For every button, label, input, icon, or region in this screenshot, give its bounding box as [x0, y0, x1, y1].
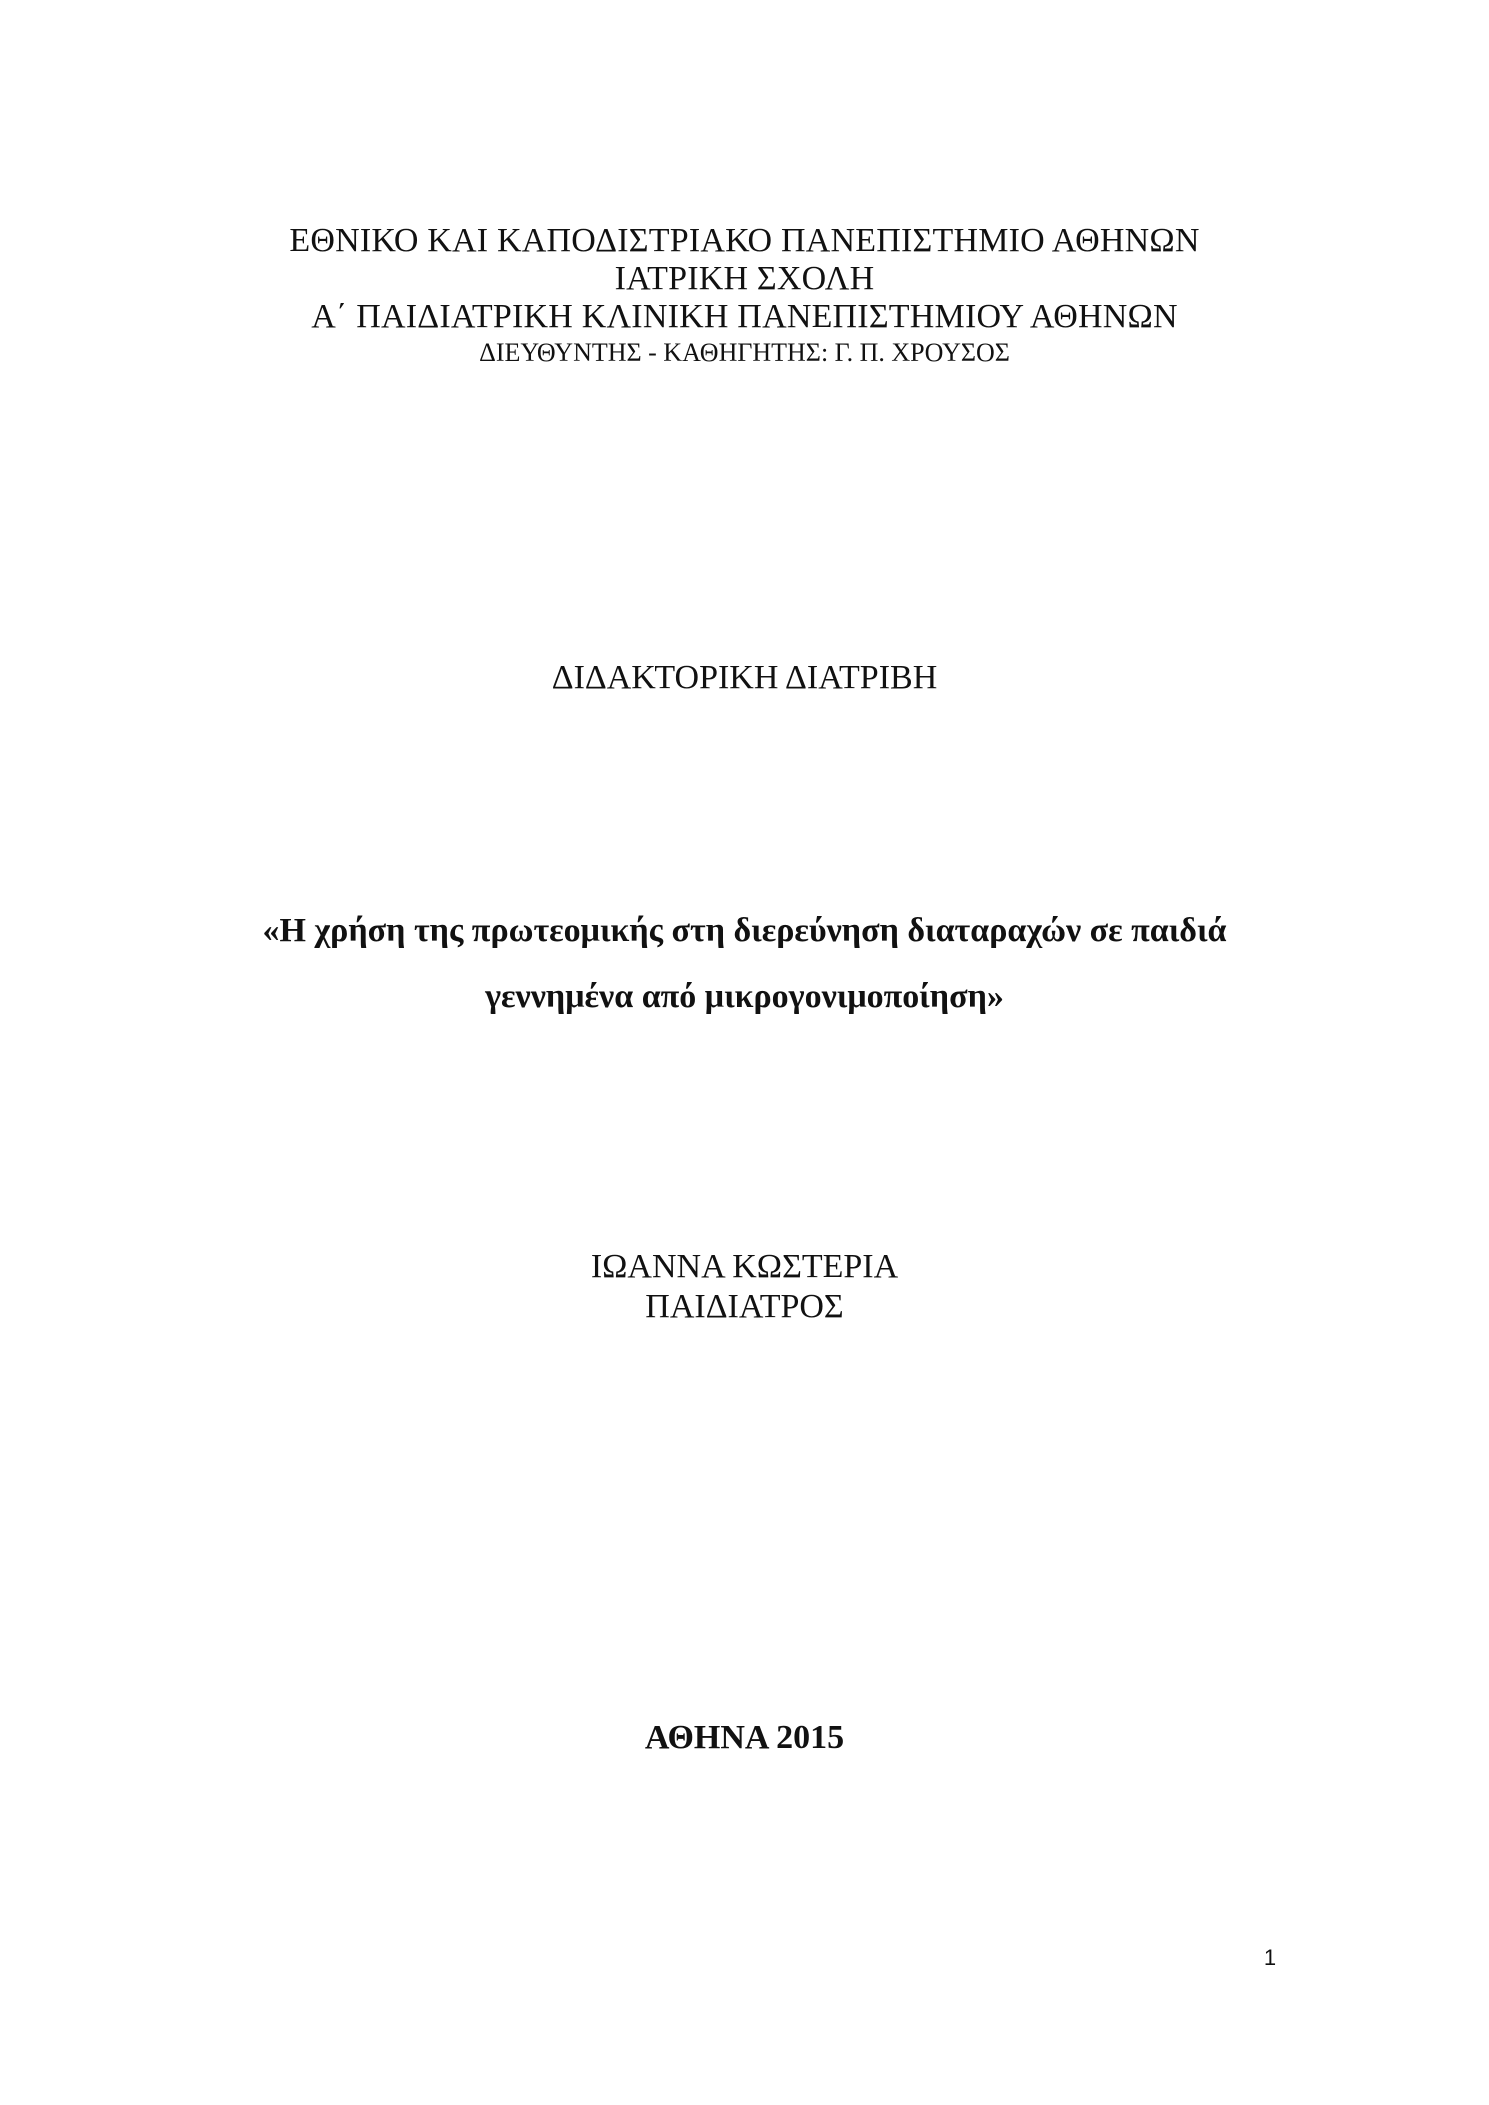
director-line: ΔΙΕΥΘΥΝΤΗΣ - ΚΑΘΗΓΗΤΗΣ: Γ. Π. ΧΡΟΥΣΟΣ: [479, 338, 1010, 367]
school-name: ΙΑΤΡΙΚΗ ΣΧΟΛΗ: [614, 260, 875, 297]
thesis-title: [0, 898, 1489, 1030]
document-type: ΔΙΔΑΚΤΟΡΙΚΗ ΔΙΑΤΡΙΒΗ: [551, 659, 938, 696]
thesis-title-line-1: «Η χρήση της πρωτεομικής στη διερεύνηση διαταραχών σε παιδιά: [262, 912, 1227, 949]
clinic-name: Α΄ ΠΑΙΔΙΑΤΡΙΚΗ ΚΛΙΝΙΚΗ ΠΑΝΕΠΙΣΤΗΜΙΟΥ ΑΘΗΝΩΝ: [311, 298, 1178, 335]
page-number: 1: [1263, 1945, 1277, 1970]
author-profession: ΠΑΙΔΙΑΤΡΟΣ: [645, 1288, 844, 1325]
author-name: ΙΩΑΝΝΑ ΚΩΣΤΕΡΙΑ: [590, 1248, 899, 1285]
thesis-title-line-2: γεννημένα από μικρογονιμοποίηση»: [485, 978, 1004, 1015]
university-name: ΕΘΝΙΚΟ ΚΑΙ ΚΑΠΟΔΙΣΤΡΙΑΚΟ ΠΑΝΕΠΙΣΤΗΜΙΟ ΑΘΗΝΩΝ: [289, 222, 1200, 259]
author-block: [0, 1247, 1489, 1327]
place-year: ΑΘΗΝΑ 2015: [644, 1719, 845, 1756]
institution-header: [0, 222, 1489, 370]
